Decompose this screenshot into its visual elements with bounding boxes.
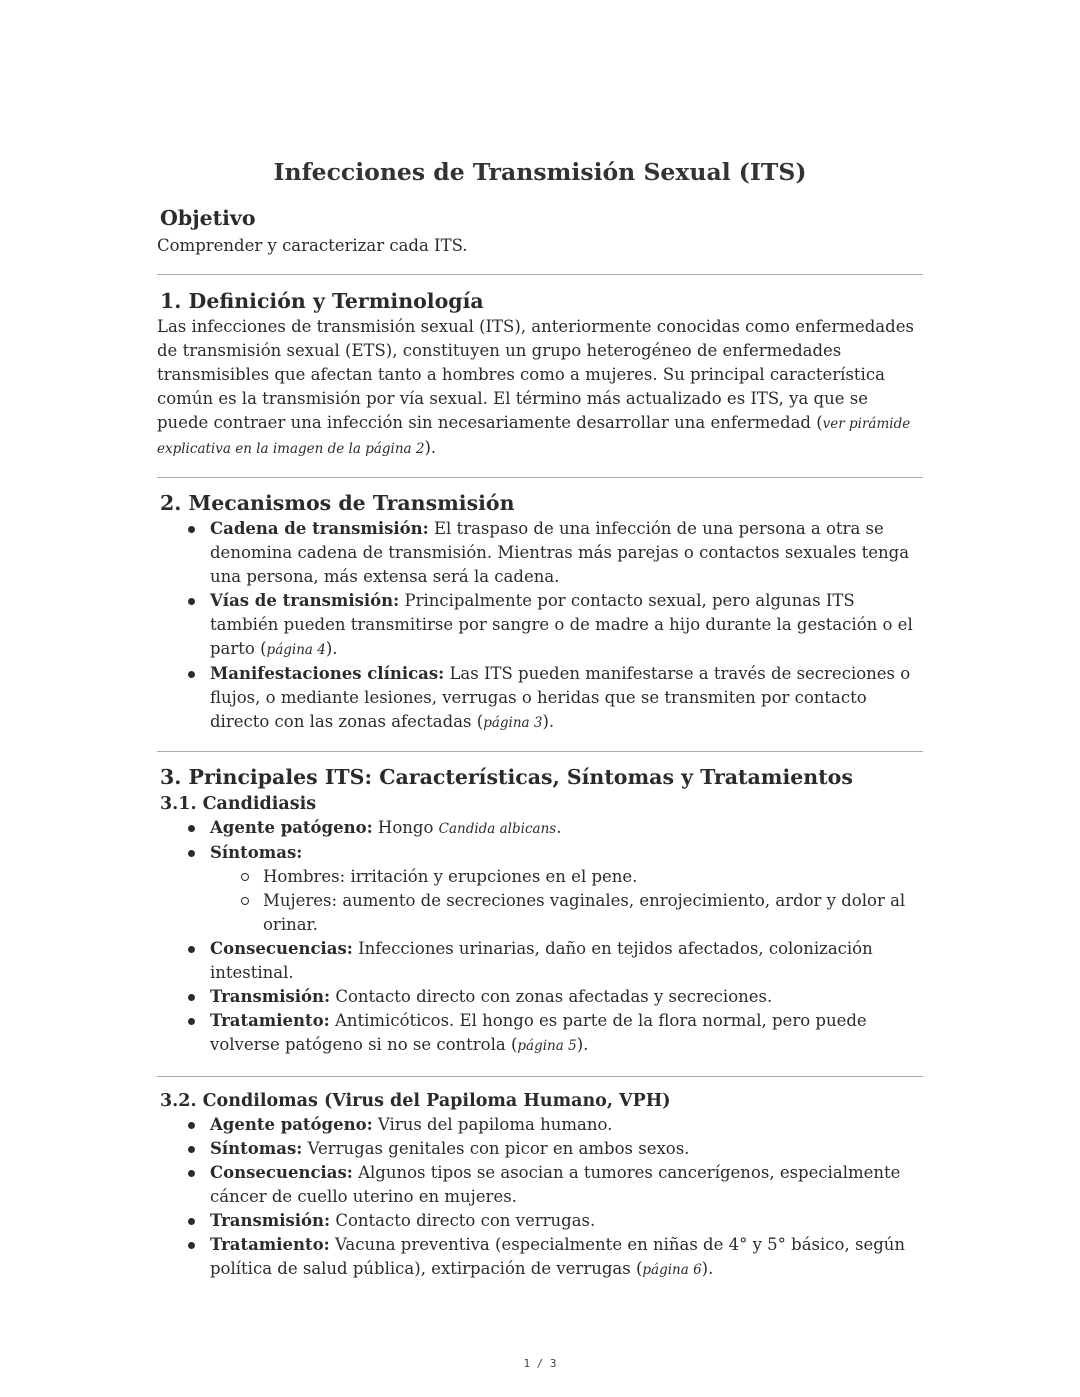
item-text: Vacuna preventiva (especialmente en niñas de 4° y 5° básico, según política de salud pública), extirpación de verrugas ( — [210, 1235, 906, 1278]
list-item — [157, 662, 923, 735]
list-item — [157, 1009, 923, 1058]
objective-text: Comprender y caracterizar cada ITS. — [157, 236, 468, 255]
page-title: Infecciones de Transmisión Sexual (ITS) — [273, 158, 807, 186]
section3-heading: 3. Principales ITS: Características, Síntomas y Tratamientos — [160, 765, 853, 789]
list-item — [157, 985, 923, 1009]
item-text: Hongo — [372, 818, 439, 837]
candidiasis-list — [157, 816, 923, 1058]
divider — [157, 751, 923, 752]
item-text: El traspaso de una infección de una persona a otra se denomina cadena de transmisión. Mientras más parejas o contactos sexuales tenga una persona, más extensa será la cadena. — [210, 519, 910, 586]
item-note: página 4 — [266, 642, 326, 658]
list-item — [157, 1113, 923, 1137]
item-close: ). — [542, 712, 555, 731]
condilomas-list — [157, 1113, 923, 1282]
item-text: Contacto directo con verrugas. — [330, 1211, 596, 1230]
item-label: Agente patógeno: — [210, 1115, 373, 1134]
item-label: Transmisión: — [210, 1211, 331, 1230]
item-text: Verrugas genitales con picor en ambos sexos. — [302, 1139, 690, 1158]
item-close: ). — [325, 639, 338, 658]
item-label: Síntomas: — [210, 843, 303, 862]
item-note: página 5 — [517, 1038, 577, 1054]
list-item — [157, 517, 923, 589]
item-text: Antimicóticos. El hongo es parte de la flora normal, pero puede volverse patógeno si no se controla ( — [210, 1011, 867, 1054]
section1-close: ). — [424, 438, 437, 457]
item-text: Infecciones urinarias, daño en tejidos afectados, colonización intestinal. — [210, 939, 873, 982]
item-label: Transmisión: — [210, 987, 331, 1006]
item-label: Vías de transmisión: — [210, 591, 400, 610]
document-content — [157, 158, 923, 1282]
section1-note: ver pirámide explicativa en la imagen de la página 2 — [157, 416, 911, 457]
list-item — [157, 841, 923, 937]
list-item — [157, 589, 923, 662]
item-label: Tratamiento: — [210, 1011, 330, 1030]
item-label: Cadena de transmisión: — [210, 519, 429, 538]
symptoms-sublist — [210, 865, 923, 937]
item-text: Virus del papiloma humano. — [372, 1115, 613, 1134]
section2-list — [157, 517, 923, 735]
divider — [157, 1076, 923, 1077]
item-text: Principalmente por contacto sexual, pero algunas ITS también pueden transmitirse por sangre o de madre a hijo durante la gestación o el parto ( — [210, 591, 913, 658]
item-close: ). — [701, 1259, 714, 1278]
item-label: Tratamiento: — [210, 1235, 330, 1254]
section2-heading: 2. Mecanismos de Transmisión — [160, 491, 515, 515]
section1-body: Las infecciones de transmisión sexual (ITS), anteriormente conocidas como enfermedades de transmisión sexual (ETS), constituyen un grupo heterogéneo de enfermedades transmisibles que afectan tanto a hombres como a mujeres. Su principal característica común es la transmisión por vía sexual. El término más actualizado es ITS, ya que se puede contraer una infección sin necesariamente desarrollar una enfermedad ( — [157, 317, 914, 432]
list-item — [157, 1209, 923, 1233]
section1-text — [157, 315, 923, 461]
section1-heading: 1. Definición y Terminología — [160, 289, 484, 313]
item-label: Consecuencias: — [210, 1163, 353, 1182]
list-item — [157, 1137, 923, 1161]
item-label: Manifestaciones clínicas: — [210, 664, 445, 683]
subsection-condilomas-heading: 3.2. Condilomas (Virus del Papiloma Humano, VPH) — [160, 1091, 671, 1111]
item-close: ). — [576, 1035, 589, 1054]
objective-heading: Objetivo — [160, 206, 256, 230]
item-note: Candida albicans — [438, 821, 557, 837]
sublist-item: Mujeres: aumento de secreciones vaginales, enrojecimiento, ardor y dolor al orinar. — [210, 889, 923, 937]
divider — [157, 477, 923, 478]
list-item — [157, 1161, 923, 1209]
page-number: 1 / 3 — [523, 1357, 557, 1370]
item-text: Las ITS pueden manifestarse a través de secreciones o flujos, o mediante lesiones, verrugas o heridas que se transmiten por contacto directo con las zonas afectadas ( — [210, 664, 911, 731]
item-text: Algunos tipos se asocian a tumores cancerígenos, especialmente cáncer de cuello uterino en mujeres. — [210, 1163, 901, 1206]
list-item — [157, 816, 923, 841]
item-label: Agente patógeno: — [210, 818, 373, 837]
item-note: página 6 — [642, 1262, 702, 1278]
item-text: Contacto directo con zonas afectadas y secreciones. — [330, 987, 773, 1006]
item-close: . — [556, 818, 562, 837]
divider — [157, 274, 923, 275]
item-label: Síntomas: — [210, 1139, 303, 1158]
sublist-item: Hombres: irritación y erupciones en el pene. — [210, 865, 923, 889]
list-item — [157, 1233, 923, 1282]
list-item — [157, 937, 923, 985]
item-label: Consecuencias: — [210, 939, 353, 958]
subsection-candidiasis-heading: 3.1. Candidiasis — [160, 794, 317, 814]
item-note: página 3 — [483, 715, 543, 731]
